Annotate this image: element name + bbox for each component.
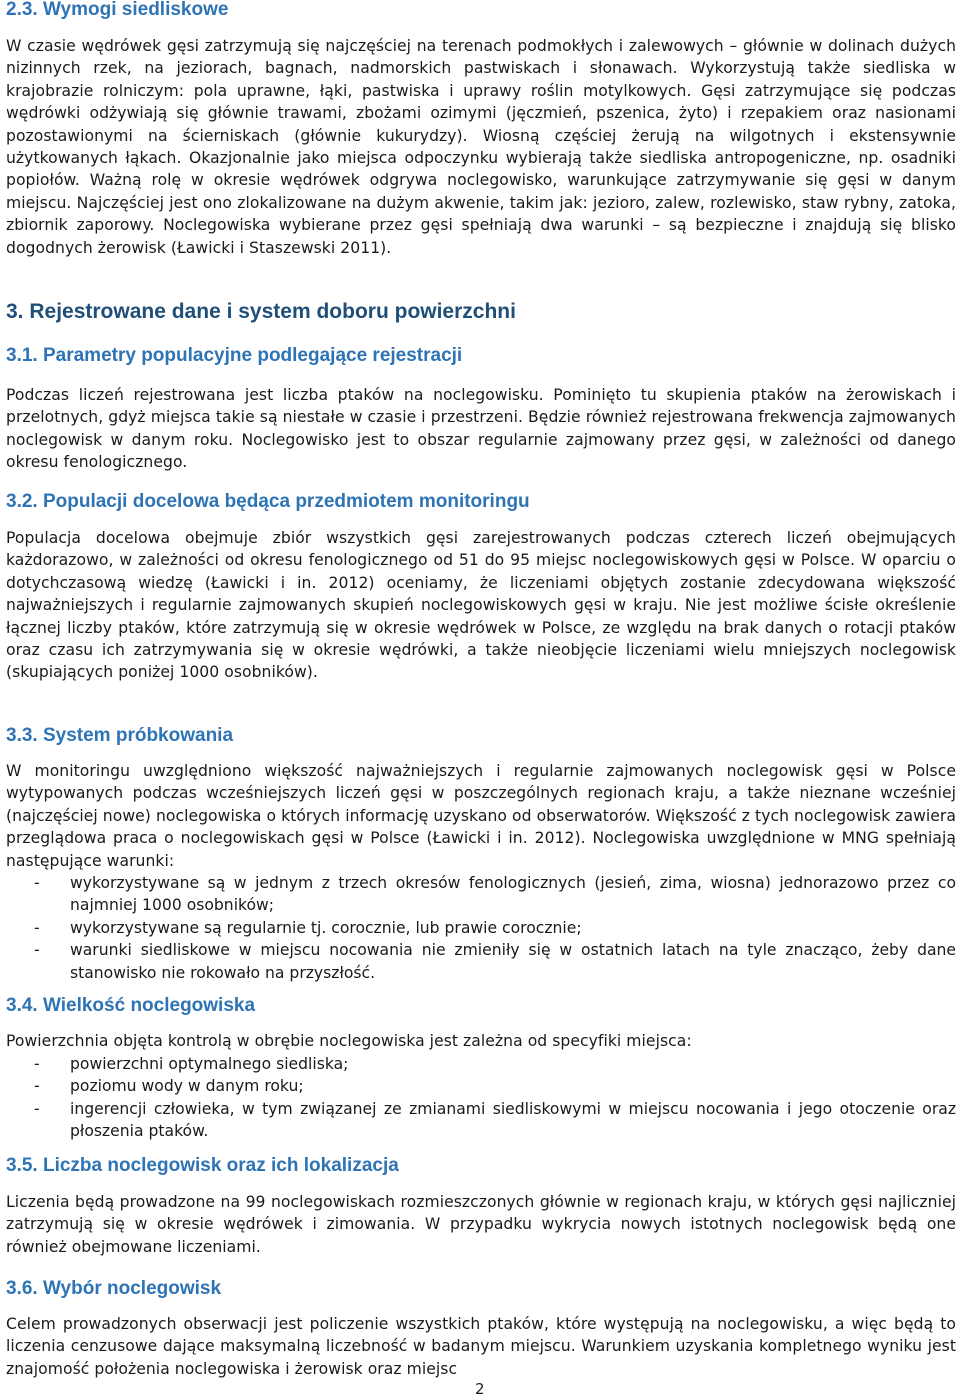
section-3-1-paragraph: Podczas liczeń rejestrowana jest liczba ptaków na noclegowisku. Pominięto tu skupienia ptaków na żerowiskach i przelotnych, gdyż miejsca takie są niestałe w czasie i przestrzeni. Będzie również rejestrowana frekwencja zajmowanych noclegowisk w danym roku. Noclegowisko jest to obszar regularnie zajmowany przez gęsi, w zależności od danego okresu fenologicznego. [6, 386, 956, 472]
section-3-2-paragraph: Populacja docelowa obejmuje zbiór wszystkich gęsi zarejestrowanych podczas czterech liczeń obejmujących każdorazowo, w zależności od okresu fenologicznego od 51 do 95 miejsc noclegowiskowych gęsi w Polsce. W oparciu o dotychczasową wiedzę (Ławicki i in. 2012) oceniamy, że liczeniami objętych zostanie zdecydowana większość najważniejszych i regularnie zajmowanych skupień noclegowiskowych gęsi w kraju. Nie jest możliwe ścisłe określenie łącznej liczby ptaków, które zatrzymują się w okresie wędrówek w Polsce, ze względu na brak danych o rotacji ptaków oraz czasu ich zatrzymywania się w okresie wędrówki, a także nieobjęcie liczeniami wielu mniejszych noclegowisk (skupiających poniżej 1000 osobników). [6, 529, 956, 682]
page-number: 2 [475, 1380, 485, 1398]
list-item: - poziomu wody w danym roku; [6, 1075, 956, 1097]
section-2-3-heading: 2.3. Wymogi siedliskowe [6, 0, 229, 20]
section-3-3-conditions-list [6, 872, 956, 984]
section-3-3-heading: 3.3. System próbkowania [6, 725, 234, 746]
section-3-6-heading: 3.6. Wybór noclegowisk [6, 1278, 222, 1299]
section-3-heading: 3. Rejestrowane dane i system doboru powierzchni [6, 300, 516, 323]
section-3-3-paragraph: W monitoringu uwzględniono większość najważniejszych i regularnie zajmowanych noclegowisk gęsi w Polsce wytypowanych podczas wcześniejszych liczeń gęsi w poszczególnych regionach kraju, a także nieznane wcześniej (najczęściej nowe) noclegowiska o których informację uzyskano od obserwatorów. Większość z tych noclegowisk zawiera przeglądowa praca o noclegowiskach gęsi w Polsce (Ławicki i in. 2012). Noclegowiska uwzględnione w MNG spełniają następujące warunki: [6, 762, 956, 870]
list-item: - ingerencji człowieka, w tym związanej ze zmianami siedliskowymi w miejscu nocowania i jego otoczenie oraz płoszenia ptaków. [6, 1098, 956, 1143]
section-3-4-paragraph: Powierzchnia objęta kontrolą w obrębie noclegowiska jest zależna od specyfiki miejsca: [6, 1032, 692, 1050]
list-item: - powierzchni optymalnego siedliska; [6, 1053, 956, 1075]
section-3-4-factors-list [6, 1053, 956, 1143]
section-3-5-paragraph: Liczenia będą prowadzone na 99 noclegowiskach rozmieszczonych głównie w regionach kraju, w których gęsi najliczniej zatrzymują się w okresie wędrówek i zimowania. W przypadku wykrycia nowych istotnych noclegowisk będą one również obejmowane liczeniami. [6, 1193, 956, 1256]
section-3-2-heading: 3.2. Populacji docelowa będąca przedmiotem monitoringu [6, 491, 530, 512]
list-item: - warunki siedliskowe w miejscu nocowania nie zmieniły się w ostatnich latach na tyle znacząco, żeby dane stanowisko nie rokowało na przyszłość. [6, 939, 956, 984]
section-3-4-heading: 3.4. Wielkość noclegowiska [6, 995, 256, 1016]
section-3-1-heading: 3.1. Parametry populacyjne podlegające rejestracji [6, 345, 463, 366]
list-item: - wykorzystywane są w jednym z trzech okresów fenologicznych (jesień, zima, wiosna) jednorazowo przez co najmniej 1000 osobników; [6, 872, 956, 917]
section-3-6-paragraph: Celem prowadzonych obserwacji jest policzenie wszystkich ptaków, które występują na noclegowisku, a więc będą to liczenia cenzusowe dające maksymalną liczebność w badanym miejscu. Warunkiem uzyskania kompletnego wyniku jest znajomość położenia noclegowiska i żerowisk oraz miejsc [6, 1315, 956, 1378]
section-2-3-paragraph: W czasie wędrówek gęsi zatrzymują się najczęściej na terenach podmokłych i zalewowych – głównie w dolinach dużych nizinnych rzek, na jeziorach, bagnach, nadmorskich pastwiskach i słonawach. Wykorzystują także siedliska w krajobrazie rolniczym: pola uprawne, łąki, pastwiska i uprawy roślin motylkowych. Gęsi zatrzymujące się podczas wędrówki odżywiają się głównie trawami, zbożami ozimymi (jęczmień, pszenica, żyto) i rzepakiem oraz nasionami pozostawionymi na ścierniskach (głównie kukurydzy). Wiosną częściej żerują na wilgotnych i ekstensywnie użytkowanych łąkach. Okazjonalnie jako miejsca odpoczynku wybierają także siedliska antropogeniczne, np. osadniki popiołów. Ważną rolę w okresie wędrówek odgrywa noclegowisko, warunkujące zatrzymywanie się gęsi w danym miejscu. Najczęściej jest ono zlokalizowane na dużym akwenie, takim jak: jezioro, zalew, rozlewisko, staw rybny, zatoka, zbiornik zaporowy. Noclegowiska wybierane przez gęsi spełniają dwa warunki – są bezpieczne i znajdują się blisko dogodnych żerowisk (Ławicki i Staszewski 2011). [6, 37, 956, 257]
list-item: - wykorzystywane są regularnie tj. corocznie, lub prawie corocznie; [6, 917, 956, 939]
section-3-5-heading: 3.5. Liczba noclegowisk oraz ich lokalizacja [6, 1155, 399, 1176]
